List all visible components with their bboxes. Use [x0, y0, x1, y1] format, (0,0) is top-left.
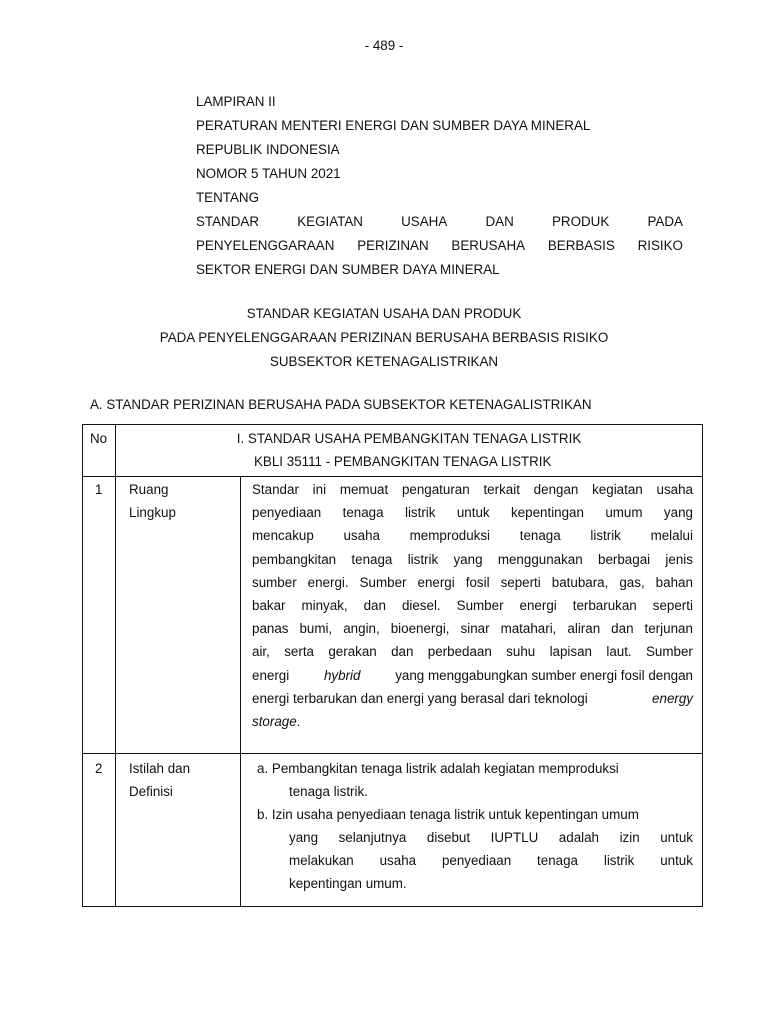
title-line-1: STANDAR KEGIATAN USAHA DAN PRODUK — [246, 306, 522, 321]
subject-line-2: PENYELENGGARAAN PERIZINAN BERUSAHA BERBASIS RISIKO — [196, 238, 683, 253]
header-row-divider — [82, 476, 703, 477]
section-heading: A. STANDAR PERIZINAN BERUSAHA PADA SUBSEKTOR KETENAGALISTRIKAN — [90, 397, 592, 412]
column-divider-label — [240, 476, 241, 907]
regulation-number: NOMOR 5 TAHUN 2021 — [196, 166, 341, 181]
table-border-right — [702, 424, 703, 907]
table-border-bottom — [82, 906, 703, 907]
row-divider — [82, 753, 703, 754]
regulation-header — [196, 90, 683, 282]
republic-label: REPUBLIK INDONESIA — [196, 142, 340, 157]
page-number: - 489 - — [364, 38, 404, 53]
subject-line-3: SEKTOR ENERGI DAN SUMBER DAYA MINERAL — [196, 262, 500, 277]
column-header-no: No — [90, 431, 108, 446]
standards-table — [82, 424, 703, 907]
row-label: Ruang Lingkup — [129, 482, 176, 520]
regulation-name: PERATURAN MENTERI ENERGI DAN SUMBER DAYA MINERAL — [196, 118, 591, 133]
row-label: Istilah dan Definisi — [129, 761, 191, 799]
title-line-2: PADA PENYELENGGARAAN PERIZINAN BERUSAHA BERBASIS RISIKO — [159, 330, 609, 345]
row-number: 1 — [95, 482, 103, 497]
row-number: 2 — [95, 761, 103, 776]
column-divider-no — [115, 424, 116, 907]
table-heading-kbli: KBLI 35111 - PEMBANGKITAN TENAGA LISTRIK — [254, 454, 552, 469]
lampiran-label: LAMPIRAN II — [196, 94, 276, 109]
table-heading-title: I. STANDAR USAHA PEMBANGKITAN TENAGA LISTRIK — [236, 431, 582, 446]
table-border-left — [82, 424, 83, 907]
definitions-list — [257, 757, 693, 895]
title-line-3: SUBSEKTOR KETENAGALISTRIKAN — [269, 354, 499, 369]
document-title — [0, 302, 768, 374]
definition-item-b: b. Izin usaha penyediaan tenaga listrik untuk kepentingan umum yang selanjutnya disebut IUPTLU adalah izin untuk melakukan usaha penyediaan tenaga listrik untuk kepentingan umum. — [257, 807, 693, 891]
tentang-label: TENTANG — [196, 190, 259, 205]
scope-description: Standar ini memuat pengaturan terkait dengan kegiatan usaha penyediaan tenaga listrik untuk kepentingan umum yang mencakup usaha memproduksi tenaga listrik melalui pembangkitan tenaga listrik yang menggunakan berbagai jenis sumber energi. Sumber energi fosil seperti batubara, gas, bahan bakar minyak, dan diesel. Sumber energi terbarukan seperti panas bumi, angin, bioenergi, sinar matahari, aliran dan terjunan air, serta gerakan dan perbedaan suhu lapisan laut. Sumber energi hybrid yang menggabungkan sumber energi fosil dengan energi terbarukan dan energi yang berasal dari teknologi energy storage . — [252, 482, 693, 729]
definition-item-a: a. Pembangkitan tenaga listrik adalah kegiatan memproduksi tenaga listrik. — [257, 761, 619, 799]
table-border-top — [82, 424, 703, 425]
subject-line-1: STANDAR KEGIATAN USAHA DAN PRODUK PADA — [196, 214, 683, 229]
